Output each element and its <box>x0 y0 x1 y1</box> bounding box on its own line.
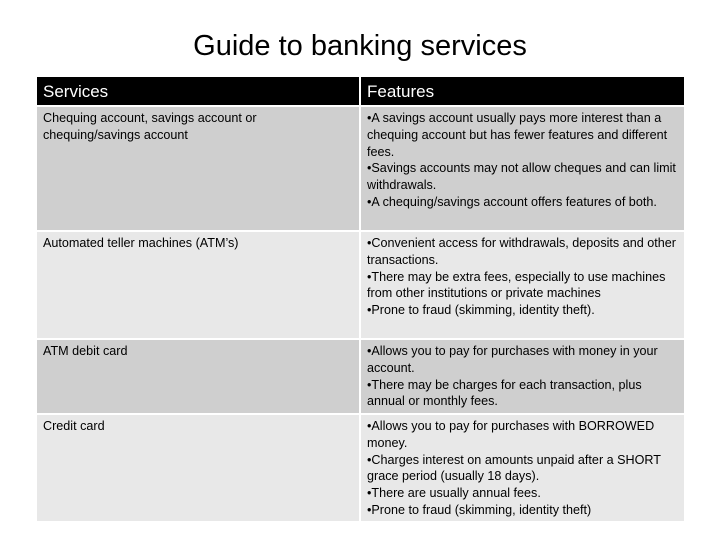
features-cell <box>360 231 684 339</box>
feature-item: •Prone to fraud (skimming, identity theft) <box>367 502 592 517</box>
service-cell: Chequing account, savings account or chequing/savings account <box>37 106 360 231</box>
table-row <box>37 414 684 521</box>
feature-item: •Allows you to pay for purchases with BORROWED money. <box>367 419 655 450</box>
feature-item: •There are usually annual fees. <box>367 486 541 501</box>
feature-item: •Prone to fraud (skimming, identity theft). <box>367 303 595 318</box>
features-cell <box>360 414 684 521</box>
feature-item: •Savings accounts may not allow cheques and can limit withdrawals. <box>367 161 676 193</box>
feature-item: •There may be extra fees, especially to use machines from other institutions or private machines <box>367 269 666 301</box>
table-row <box>37 339 684 414</box>
feature-item: •There may be charges for each transaction, plus annual or monthly fees. <box>367 377 642 409</box>
feature-item: •Allows you to pay for purchases with money in your account. <box>367 344 658 375</box>
feature-item: •Convenient access for withdrawals, deposits and other transactions. <box>367 236 676 267</box>
header-services: Services <box>37 77 360 106</box>
features-cell <box>360 106 684 231</box>
feature-item: •A chequing/savings account offers features of both. <box>367 194 657 209</box>
header-features: Features <box>360 77 684 106</box>
feature-item: •A savings account usually pays more interest than a chequing account but has fewer features and different fees. <box>367 111 668 159</box>
table-header-row <box>37 77 684 106</box>
page-title: Guide to banking services <box>193 30 527 62</box>
service-cell: Automated teller machines (ATM’s) <box>37 231 360 339</box>
service-cell: Credit card <box>37 414 360 521</box>
service-cell: ATM debit card <box>37 339 360 414</box>
features-cell <box>360 339 684 414</box>
table-row <box>37 231 684 339</box>
table-row <box>37 106 684 231</box>
banking-services-table <box>37 77 684 521</box>
feature-item: •Charges interest on amounts unpaid after a SHORT grace period (usually 18 days). <box>367 452 661 484</box>
